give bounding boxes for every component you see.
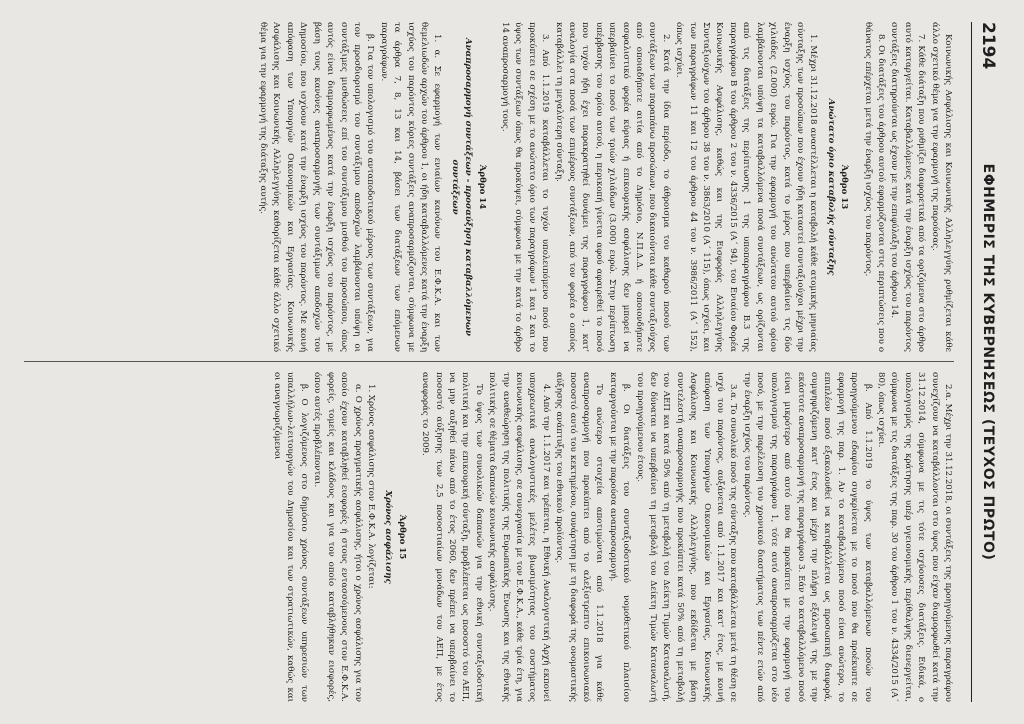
paragraph: β. Από 1.1.2019 το ύψος των καταβαλλόμενων ποσών του προηγούμενου εδαφίου συγκρίνεται με το ποσό που θα προέκυπτε σε εφαρμογή της παρ. 1. Αν το καταβαλλόμενο ποσό είναι ανώτερο, το επιπλέον ποσό εξακολουθεί να καταβάλλεται ως προσωπική διαφορά, συμψηφιζόμενη κατ' έτος και μέχρι την πλήρη εξάλειψή της με την εκάστοτε αναπροσαρμογή της παραγράφου 3. Εάν το καταβαλλόμενο ποσό είναι μικρότερο από αυτό που θα προκύπτει με την εφαρμογή του υπολογισμού της παραγράφου 1, τότε αυτό αναπροσαρμόζεται στο νέο ποσό, με την παρέλευση του χρονικού διαστήματος των πέντε ετών από την έναρξη ισχύος του παρόντος. bbox=[741, 372, 873, 702]
paragraph: 2.α. Μέχρι την 31.12.2018, οι συντάξεις της προηγούμενης παραγράφου συνεχίζουν να καταβάλλονται στο ύψος που είχαν διαμορφωθεί κατά την 31.12.2014, σύμφωνα με τις τότε ισχύουσες διατάξεις. Ειδικά, ο υπολογισμός της κράτησης υπέρ υγειονομικής περίθαλψης διενεργείται, σύμφωνα με τις διατάξεις της παρ. 30 του άρθρου 1 του ν. 4334/2015 (Α΄ 80), όπως ισχύει. bbox=[875, 372, 953, 702]
page-header bbox=[966, 22, 1006, 702]
paragraph: β. Ο λογιζόμενος στο δημόσιο χρόνος συντάξεων υπηρεσιών των υπαλλήλων-λειτουργών του Δημοσίου και των στρατιωτικών, καθώς και οι αναγνωριζόμενοι bbox=[272, 372, 309, 702]
left-column bbox=[14, 22, 954, 352]
paragraph: α. Ο χρόνος πραγματικής ασφάλισης, ήτοι ο χρόνος ασφάλισης για τον οποίο έχουν καταβληθεί εισφορές ή στους εντασσόμενους στον Ε.Φ.Κ.Α. φορείς, τομείς και κλάδους και για τον οποίο καταβλήθηκαν εισφορές, όπου αυτές προβλέπονται. bbox=[312, 372, 363, 702]
right-column bbox=[14, 372, 954, 702]
header-rule bbox=[971, 22, 972, 702]
paragraph: 7. Κάθε διάταξη που ρυθμίζει διαφορετικά από τα οριζόμενα στο άρθρο αυτό καταργείται. Καταβαλλόμενες κατά την έναρξη ισχύος του παρόντος συντάξεις διατηρούνται ως έχουν με την επιφύλαξη του άρθρου 14. bbox=[889, 22, 927, 352]
column-divider bbox=[24, 361, 954, 362]
paragraph: 2. Κατά την ίδια περίοδο, το άθροισμα του καθαρού ποσού των συντάξεων των παραπάνω προσώπων, που δικαιούνται κάθε συνταξιούχος από οποιαδήποτε αιτία από το Δημόσιο, Ν.Π.Δ.Δ. ή οποιονδήποτε ασφαλιστικό φορέα κύριας ή επικουρικής ασφάλισης δεν μπορεί να υπερβαίνει το ποσό των τριών χιλιάδων (3.000) ευρώ. Στην περίπτωση υπέρβασης του ορίου αυτού, η περικοπή γίνεται αφού αφαιρεθεί το ποσό που τυχόν ήδη έχει παρακρατηθεί δυνάμει της παραγράφου 1, κατ' αναλογία στα ποσά των επιμέρους συντάξεων, από τον φορέα ο οποίος καταβάλλει τη μεγαλύτερη σύνταξη. bbox=[553, 22, 671, 352]
page-number: 2194 bbox=[978, 22, 998, 70]
paragraph: 3. Από 1.1.2019 καταβάλλεται το τυχόν υπολειπόμενο ποσό που προκύπτει σε σχέση με το ανώτατο όριο των παραγράφων 1 και 2 και το ύψος των συντάξεων όπως θα προκύψει, σύμφωνα με την κατά το άρθρο 14 αναπροσαρμογή τους. bbox=[500, 22, 551, 352]
paragraph: Κοινωνικής Ασφάλισης και Κοινωνικής Αλληλεγγύης ρυθμίζεται κάθε άλλο σχετικό θέμα για την εφαρμογή της παρούσας. bbox=[929, 22, 953, 352]
article-15-subtitle: Χρόνος ασφάλισης bbox=[383, 490, 394, 584]
article-14-subtitle: Αναπροσαρμογή συντάξεων - προσαύξηση καταβαλλόμενων συντάξεων bbox=[449, 38, 474, 336]
article-13-title: Άρθρο 13 bbox=[839, 164, 850, 210]
paragraph: Το ύψος των συνολικών δαπανών για την εθνική συνταξιοδοτική πολιτική και την επικουρική σύνταξη, προβλέπεται ως ποσοστό του ΑΕΠ, να μην αυξηθεί πάνω από το έτος 2060, δεν πρέπει να υπερβαίνει το ποσοστό αύξησης των 2,5 ποσοστιαίων μονάδων του ΑΕΠ, με έτος αναφοράς το 2009. bbox=[420, 372, 484, 702]
paragraph: 1. α. Σε εφαρμογή των ενιαίων κανόνων του Ε.Φ.Κ.Α. και των θεμελιωδών αρχών του άρθρου 1, οι ήδη καταβαλλόμενες κατά την έναρξη ισχύος του παρόντος κύριες συντάξεις αναπροσαρμόζονται, σύμφωνα με τα άρθρα 7, 8, 13 και 14, βάσει των διατάξεων των επόμενων παραγράφων. bbox=[378, 22, 443, 352]
article-13-subtitle: Ανώτατο όριο καταβολής σύνταξης bbox=[825, 98, 836, 276]
article-15-title: Άρθρο 15 bbox=[396, 514, 407, 560]
paragraph: 8. Οι διατάξεις του άρθρου αυτού εφαρμόζονται στις περιπτώσεις που ο θάνατος επέρχεται μετά την έναρξη ισχύος του παρόντος. bbox=[862, 22, 886, 352]
paragraph: β. Οι διατάξεις του συνταξιοδοτικού νομοθετικού πλαισίου καταργούνται με την παρούσα αναπροσαρμογή. bbox=[607, 372, 632, 702]
paragraph: Το ανώτερο στοιχεία αποτιμώνται από 1.1.2018 για κάθε αναπροσαρμογή που προκύπτει από το αλεξίστρεπτο επικοινωνιακό ποσοστό αυτό του κεκτημένου, συνάρτηση με τη διαφορά της ονομαστικής αύξησης ανάπτυξης του εθνικού προϊόντος. bbox=[554, 372, 605, 702]
paragraph: 1. Μέχρι 31.12.2018 αναστέλλεται η καταβολή κάθε ατομικής μηνιαίας σύνταξης των προσώπων που έχουν ήδη καταστεί συνταξιούχοι μέχρι την έναρξη ισχύος του παρόντος, κατά το μέρος που υπερβαίνει τις δύο χιλιάδες (2.000) ευρώ. Για την εφαρμογή του ανώτατου αυτού ορίου λαμβάνονται υπόψη τα καταβαλλόμενα ποσά συντάξεων, ως ορίζονται από τις διατάξεις της περίπτωσης 1 της υποπαραγράφου Β.3 της παραγράφου Β του άρθρου 2 του ν. 4336/2015 (Α΄ 94), του Ενιαίου Φορέα Κοινωνικής Ασφάλισης, καθώς και της Εισφοράς Αλληλεγγύης Συνταξιούχων του άρθρου 38 του ν. 3863/2010 (Α΄ 115), όπως ισχύει, και των παραγράφων 11 και 12 του άρθρου 44 του ν. 3986/2011 (Α΄ 152), όπως ισχύει. bbox=[674, 22, 819, 352]
journal-title: ΕΦΗΜΕΡΙΣ ΤΗΣ ΚΥΒΕΡΝΗΣΕΩΣ (ΤΕΥΧΟΣ ΠΡΩΤΟ) bbox=[980, 163, 996, 561]
paragraph: 3.α. Το συνολικό ποσό της σύνταξης που καταβάλλεται μετά τη θέση σε ισχύ του παρόντος, αυξάνεται από 1.1.2017 και κατ' έτος, με κοινή απόφαση των Υπουργών Οικονομικών και Εργασίας, Κοινωνικής Ασφάλισης και Κοινωνικής Αλληλεγγύης, που εκδίδεται με βάση συντελεστή αναπροσαρμογής που προκύπτει κατά 50% από τη μεταβολή του ΑΕΠ και κατά 50% από τη μεταβολή του Δείκτη Τιμών Καταναλωτή, δεν δύναται να υπερβαίνει τη μεταβολή του Δείκτη Τιμών Καταναλωτή του προηγούμενου έτους. bbox=[634, 372, 739, 702]
paragraph: β. Για τον υπολογισμό του ανταποδοτικού μέρους των συντάξεων, για τον προσδιορισμό του συντάξιμου αποδοχών λαμβάνονται υπόψη οι συντάξιμες μισθώσεις επί του συντάξιμου μισθού του προσώπου, όπως αυτός είναι διαμορφωμένος κατά την έναρξη ισχύος του παρόντος, με βάση τους κανόνες αναπροσαρμογής των συντάξιμων αποδοχών του Δημοσίου, που ισχύουν κατά την έναρξη ισχύος του παρόντος. Με κοινή απόφαση των Υπουργών Οικονομικών και Εργασίας, Κοινωνικής Ασφάλισης και Κοινωνικής Αλληλεγγύης καθορίζεται κάθε άλλο σχετικό θέμα για την εφαρμογή της διάταξης αυτής. bbox=[258, 22, 376, 352]
paragraph: 4. Από την 1.1.2017 και τρέπεται, η Εθνική Αναλογιστική Αρχή εκπονεί υποχρεωτικά αναλογιστικές μελέτες βιωσιμότητας του συστήματος κοινωνικής ασφάλισης, σε συνεργασία με τον Ε.Φ.Κ.Α., κάθε τρία έτη, για την αναθεώρηση της πολιτικής της Ευρωπαϊκής Ένωσης και της εθνικής πολιτικής σε θέματα δαπανών κοινωνικής ασφάλισης. bbox=[487, 372, 551, 702]
paragraph: 1. Χρόνος ασφάλισης στον Ε.Φ.Κ.Α. λογίζεται: bbox=[365, 384, 376, 589]
article-14-title: Άρθρο 14 bbox=[476, 164, 487, 210]
